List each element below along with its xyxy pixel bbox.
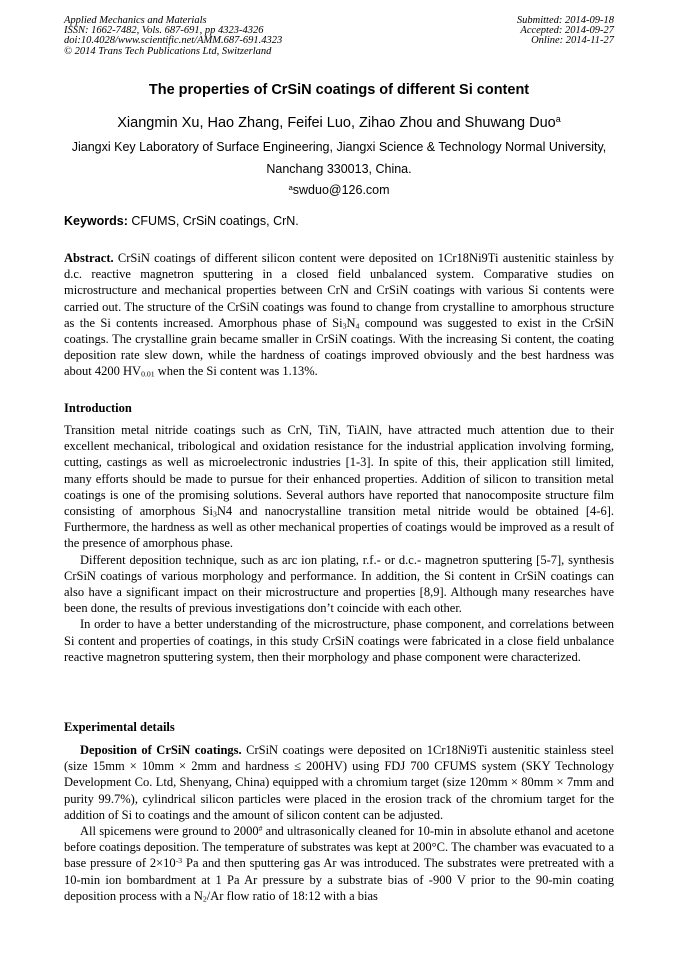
abstract-paragraph — [64, 250, 614, 380]
submitted-date: Submitted: 2014-09-18 — [516, 15, 614, 26]
email-superscript: a — [288, 182, 293, 192]
author-names: Xiangmin Xu, Hao Zhang, Feifei Luo, Zihao Zhou and Shuwang Duo — [117, 115, 556, 131]
journal-header-right — [517, 16, 614, 47]
experimental-section — [64, 742, 614, 904]
paper-title: The properties of CrSiN coatings of different Si content — [148, 82, 530, 98]
issn-line: ISSN: 1662-7482, Vols. 687-691, pp 4323-4326 — [64, 25, 264, 37]
journal-header-left — [64, 16, 282, 57]
superscript: # — [258, 823, 263, 833]
intro-paragraph-1 — [64, 422, 614, 552]
paragraph-text: Pa and then sputtering gas Ar was introduced. The substrates were pretreated with a 10-min ion bombardment at 1 Pa Ar pressure by a substrate bias of -900 V prior to the 90-min coating deposition process with a N — [64, 856, 614, 903]
journal-name: Applied Mechanics and Materials — [64, 15, 207, 26]
subsection-label: Deposition of CrSiN coatings. — [80, 743, 242, 757]
affiliation-line-2: Nanchang 330013, China. — [266, 162, 412, 176]
paragraph-text: CrSiN coatings were deposited on 1Cr18Ni9Ti austenitic stainless steel (size 15mm × 10mm × 2mm and hardness ≤ 200HV) using FDJ 700 CFUMS system (SKY Technology Development Co. Ltd, Shenyang, China) equipped with a chromium target (size 120mm × 80mm × 7mm and purity 99.7%), cylindrical silicon particles were placed in the erosion track of the chromium target for the addition of Si to coatings and the amount of silicon content can be adjusted. — [64, 743, 614, 822]
subscript: 4 — [355, 321, 360, 331]
email-line — [0, 183, 678, 197]
paragraph-text: /Ar flow ratio of 18:12 with a bias — [206, 888, 378, 903]
intro-paragraph-2: Different deposition technique, such as arc ion plating, r.f.- or d.c.- magnetron sputtering [5-7], synthesis CrSiN coatings of various morphology and performance. In addition, the Si content in CrSiN coatings can also have a significant impact on their microstructure and properties [8,9]. Although many researches have been done, the results of previous investigations don’t coincide with each other. — [64, 552, 614, 616]
paragraph-text: and ultrasonically cleaned for 10-min in absolute ethanol and acetone before coatings deposition. The temperature of substrates was kept at 200°C. The chamber was evacuated to a base pressure of 2×10 — [64, 824, 614, 871]
email-address[interactable]: swduo@126.com — [292, 183, 390, 197]
abstract-text: CrSiN coatings of different silicon content were deposited on 1Cr18Ni9Ti austenitic stainless by d.c. reactive magnetron sputtering in a closed field unbalanced system. Comparative studies on microstructure and mechanical properties between CrN and CrSiN coatings with various Si contents were carried out. The structure of the CrSiN coatings was found to change from crystalline to amorphous structure as the Si contents increased. Amorphous phase of Si — [64, 251, 614, 330]
affiliation-line-1: Jiangxi Key Laboratory of Surface Engineering, Jiangxi Science & Technology Normal University, — [71, 140, 607, 154]
copyright-line: © 2014 Trans Tech Publications Ltd, Switzerland — [64, 45, 272, 57]
introduction-heading: Introduction — [64, 401, 132, 415]
keywords-label: Keywords: — [64, 214, 128, 228]
superscript: -3 — [175, 856, 183, 866]
abstract-text: compound was suggested to exist in the CrSiN coatings. The crystalline grain became smaller in CrSiN coatings. With the increasing Si content, the coating deposition rate slew down, while the hardness of coatings improved obviously and the best hardness was about 4200 HV — [64, 315, 614, 379]
introduction-section — [64, 422, 614, 665]
online-date: Online: 2014-11-27 — [531, 35, 614, 47]
subscript: 3 — [342, 321, 347, 331]
paragraph-text: Transition metal nitride coatings such as CrN, TiN, TiAlN, have attracted much attention due to their excellent mechanical, tribological and oxidation resistance for the industrial application involving forming, cutting, castings as well as microelectronic industries [1-3]. In spite of this, their application still limited, many efforts should be made to pursue for their enhanced properties. Addition of silicon to transition metal coatings is one of the promising solutions. Several authors have reported that nanocomposite structure film consisting of amorphous Si — [64, 423, 614, 519]
author-superscript: a — [555, 114, 561, 125]
keywords-line — [64, 214, 299, 228]
keywords-text: CFUMS, CrSiN coatings, CrN. — [127, 214, 299, 228]
author-list — [0, 115, 678, 131]
intro-paragraph-3: In order to have a better understanding of the microstructure, phase component, and correlations between Si content and properties of coatings, in this study CrSiN coatings were fabricated in a close field unbalance reactive magnetron sputtering system, then their morphology and phase component were characterized. — [64, 617, 614, 664]
experimental-heading: Experimental details — [64, 720, 175, 734]
abstract-text: when the Si content was 1.13%. — [154, 364, 318, 379]
abstract-text: N — [346, 315, 356, 330]
accepted-date: Accepted: 2014-09-27 — [520, 25, 614, 37]
subscript: 2 — [202, 894, 207, 904]
abstract-label: Abstract. — [64, 251, 114, 265]
exp-paragraph-2 — [64, 823, 614, 904]
doi-line[interactable]: doi:10.4028/www.scientific.net/AMM.687-691.4323 — [64, 35, 283, 47]
subscript: 0.01 — [141, 369, 155, 379]
subscript: 3 — [212, 509, 217, 519]
exp-paragraph-1 — [64, 742, 614, 823]
paragraph-text: All spicemens were ground to 2000 — [80, 824, 259, 839]
paragraph-text: N4 and nanocrystalline transition metal nitride would be obtained [4-6]. Furthermore, the hardness as well as other mechanical properties of coatings would be improved as a result of the presence of amorphous phase. — [64, 504, 614, 551]
